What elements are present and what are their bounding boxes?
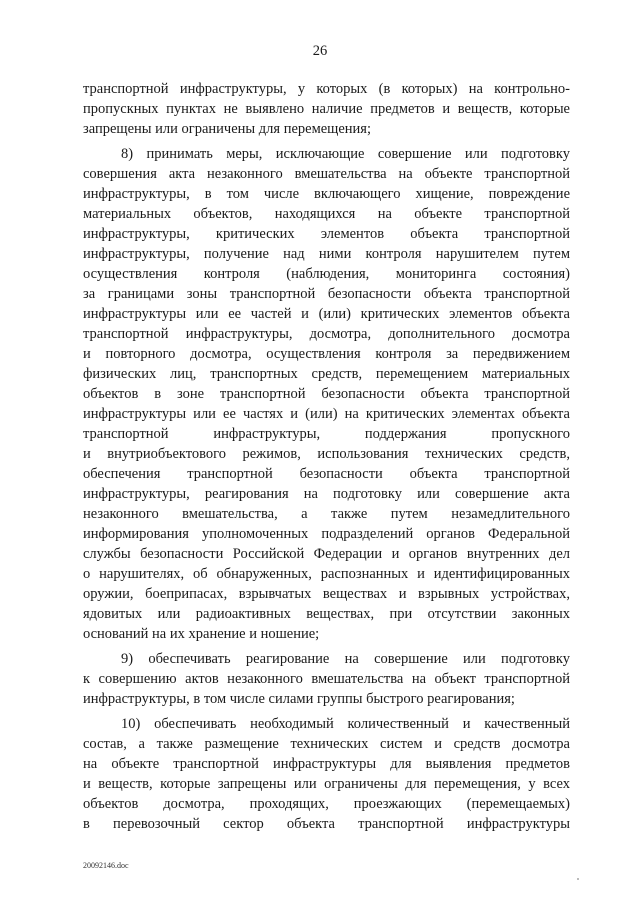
text-line: и повторного досмотра, осуществления контроля за передвижением: [83, 346, 570, 362]
text-line: объектов досмотра, проходящих, проезжающих (перемещаемых): [83, 796, 570, 812]
text-line: службы безопасности Российской Федерации и органов внутренних дел: [83, 546, 570, 562]
text-line: инфраструктуры, в том числе включающего хищение, повреждение: [83, 186, 570, 202]
text-line: и веществ, которые запрещены или ограничены для перемещения, у всех: [83, 776, 570, 792]
text-line: оснований на их хранение и ношение;: [83, 626, 320, 642]
text-line: в перевозочный сектор объекта транспортной инфраструктуры: [83, 816, 570, 832]
text-line: транспортной инфраструктуры, у которых (в которых) на контрольно-: [83, 81, 570, 97]
text-line: совершения акта незаконного вмешательства на объекте транспортной: [83, 166, 570, 182]
text-line: инфраструктуры, реагирования на подготовку или совершение акта: [83, 486, 570, 502]
text-line: и внутриобъектового режимов, использования технических средств,: [83, 446, 570, 462]
text-line: транспортной инфраструктуры, поддержания пропускного: [83, 426, 570, 442]
scan-speck: [577, 878, 579, 880]
text-line: инфраструктуры или ее частях и (или) на критических элементах объекта: [83, 406, 570, 422]
text-line: состав, а также размещение технических систем и средств досмотра: [83, 736, 570, 752]
text-line: объектов в зоне транспортной безопасности объекта транспортной: [83, 386, 570, 402]
text-line: ядовитых или радиоактивных веществах, при отсутствии законных: [83, 606, 570, 622]
paragraph-9-start: 9) обеспечивать реагирование на совершение или подготовку: [121, 651, 570, 667]
page-number: 26: [312, 43, 328, 59]
text-line: материальных объектов, находящихся на объекте транспортной: [83, 206, 570, 222]
paragraph-8-start: 8) принимать меры, исключающие совершение или подготовку: [121, 146, 570, 162]
text-line: осуществления контроля (наблюдения, мониторинга состояния): [83, 266, 570, 282]
text-line: за границами зоны транспортной безопасности объекта транспортной: [83, 286, 570, 302]
text-line: транспортной инфраструктуры, досмотра, дополнительного досмотра: [83, 326, 570, 342]
text-line: информирования уполномоченных подразделений органов Федеральной: [83, 526, 570, 542]
text-line: инфраструктуры, критических элементов объекта транспортной: [83, 226, 570, 242]
text-line: незаконного вмешательства, а также путем незамедлительного: [83, 506, 570, 522]
text-line: пропускных пунктах не выявлено наличие предметов и веществ, которые: [83, 101, 570, 117]
text-line: запрещены или ограничены для перемещения;: [83, 121, 372, 137]
text-line: инфраструктуры, в том числе силами группы быстрого реагирования;: [83, 691, 515, 707]
text-line: оружии, боеприпасах, взрывчатых веществах и взрывных устройствах,: [83, 586, 570, 602]
text-line: к совершению актов незаконного вмешательства на объект транспортной: [83, 671, 570, 687]
text-line: инфраструктуры, получение над ними контроля нарушителем путем: [83, 246, 570, 262]
text-line: инфраструктуры или ее частей и (или) критических элементов объекта: [83, 306, 570, 322]
text-line: о нарушителях, об обнаруженных, распознанных и идентифицированных: [83, 566, 570, 582]
text-line: физических лиц, транспортных средств, перемещением материальных: [83, 366, 570, 382]
text-line: на объекте транспортной инфраструктуры для выявления предметов: [83, 756, 570, 772]
text-line: обеспечения транспортной безопасности объекта транспортной: [83, 466, 570, 482]
footer-document-code: 20092146.doc: [83, 861, 129, 870]
paragraph-10-start: 10) обеспечивать необходимый количественный и качественный: [121, 716, 570, 732]
